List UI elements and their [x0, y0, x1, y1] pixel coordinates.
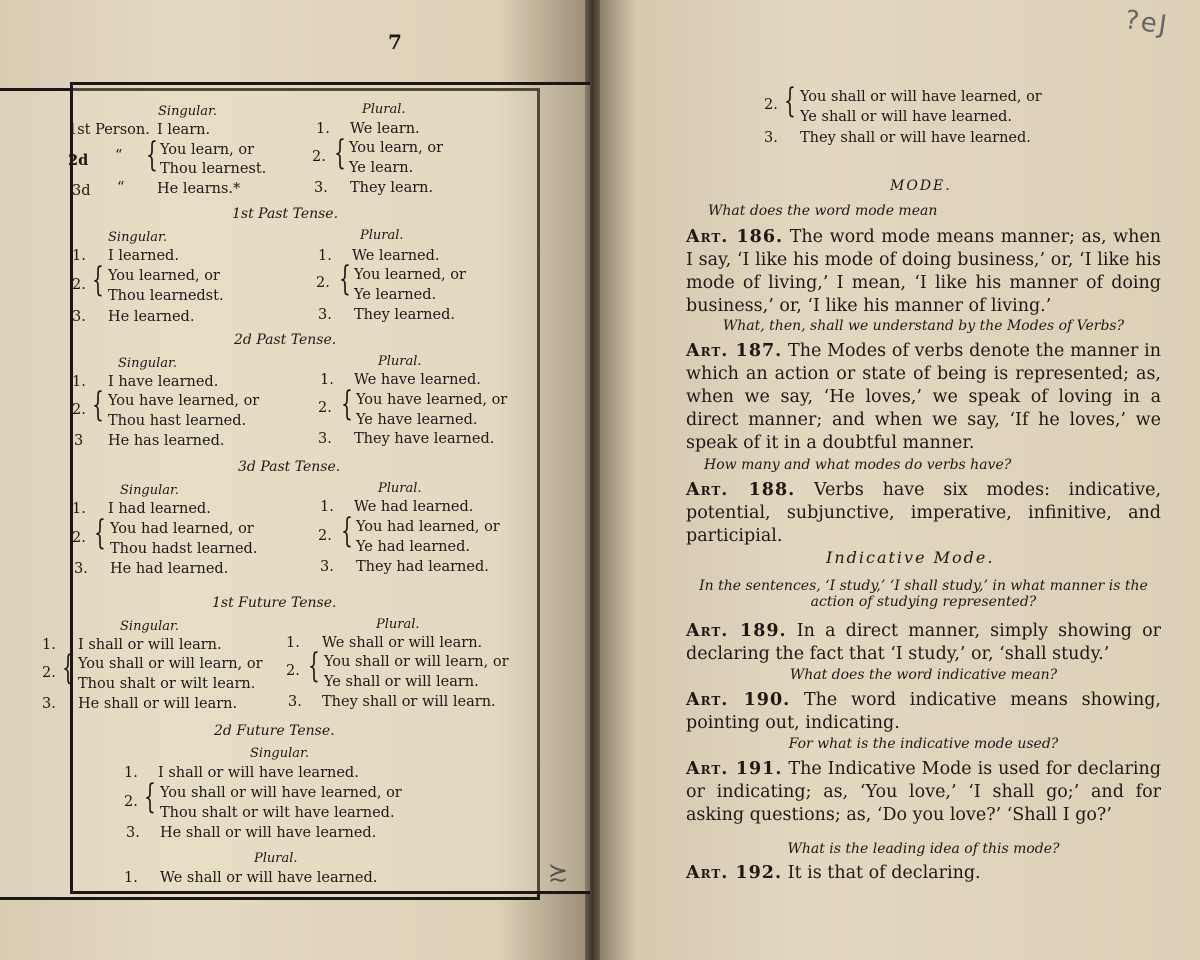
present-row2-singular-b: Thou learnest.: [160, 161, 267, 177]
article-188-text: Verbs have six modes: indicative, potential, subjunctive, imperative, infinitive, and participial.: [686, 480, 1162, 546]
future1-title: 1st Future Tense.: [212, 595, 337, 611]
brace: {: [784, 81, 796, 121]
future1-r2-singular-b: Thou shalt or wilt learn.: [78, 676, 256, 692]
past3-r3-plural-num: 3.: [320, 559, 334, 575]
past3-singular-header: Singular.: [120, 483, 179, 498]
past3-r2-plural-a: You had learned, or: [356, 519, 500, 535]
indicative-mode-title: Indicative Mode.: [826, 548, 995, 567]
past2-r2-plural-num: 2.: [318, 400, 332, 416]
question-188: How many and what modes do verbs have?: [704, 457, 1012, 473]
article-189-label: Art. 189.: [686, 621, 787, 641]
past2-r3-singular: He has learned.: [108, 433, 225, 449]
future1-r1-plural: We shall or will learn.: [322, 635, 483, 651]
brace: {: [341, 511, 353, 551]
past2-r2-singular-a: You have learned, or: [108, 393, 260, 409]
past2-r3-plural: They have learned.: [354, 431, 495, 447]
past2-plural-header: Plural.: [378, 354, 422, 369]
past1-r2-plural-num: 2.: [316, 275, 330, 291]
brace: {: [334, 133, 346, 173]
past3-r2-singular-a: You had learned, or: [110, 521, 254, 537]
article-187-text: The Modes of verbs denote the manner in which an action or state of being is represented; as, when we say, ‘He loves,’ we speak of loving in a direct manner; and when we say, ‘If he loves,’ we speak of it in a doubtful manner.: [686, 341, 1161, 453]
past2-r1-plural: We have learned.: [354, 372, 481, 388]
present-row2-plural-num: 2.: [312, 149, 326, 165]
past2-r2-plural-b: Ye have learned.: [356, 412, 478, 428]
past1-r2-singular-b: Thou learnedst.: [108, 288, 224, 304]
past2-r2-num: 2.: [72, 402, 86, 418]
past1-plural-header: Plural.: [360, 228, 404, 243]
present-singular-header: Singular.: [158, 104, 217, 119]
past2-r1-singular: I have learned.: [108, 374, 219, 390]
future1-r3-plural: They shall or will learn.: [322, 694, 496, 710]
future1-singular-header: Singular.: [120, 619, 179, 634]
past2-r1-plural-num: 1.: [320, 372, 334, 388]
present-row2-singular-a: You learn, or: [160, 142, 255, 158]
present-row3-plural: They learn.: [350, 180, 434, 196]
present-row2-plural-b: Ye learn.: [349, 160, 414, 176]
brace: {: [144, 777, 156, 817]
article-191-label: Art. 191.: [686, 759, 783, 779]
past1-r3-num: 3.: [72, 309, 86, 325]
question-192: What is the leading idea of this mode?: [787, 841, 1060, 857]
future1-r2-plural-num: 2.: [286, 663, 300, 679]
article-187: [686, 340, 1161, 455]
article-190-text: The word indicative means showing, pointing out, indicating.: [686, 690, 1161, 733]
past3-r2-plural-num: 2.: [318, 528, 332, 544]
past1-r1-num: 1.: [72, 248, 86, 264]
brace: {: [92, 260, 104, 300]
brace: {: [146, 135, 158, 175]
brace: {: [339, 259, 351, 299]
future2-r1-num: 1.: [124, 765, 138, 781]
brace: {: [94, 513, 106, 553]
future2-r2-singular-b: Thou shalt or wilt have learned.: [160, 805, 395, 821]
article-189-text: In a direct manner, simply showing or declaring the fact that ‘I study,’ or, ‘shall study.’: [686, 621, 1161, 664]
brace: {: [92, 385, 104, 425]
present-row3-person: 3d: [72, 183, 91, 199]
past1-title: 1st Past Tense.: [232, 206, 339, 222]
past1-r1-singular: I learned.: [108, 248, 179, 264]
past3-r2-num: 2.: [72, 530, 86, 546]
cont-r2-num: 2.: [764, 97, 778, 113]
brace: {: [62, 648, 74, 688]
past1-r2-num: 2.: [72, 277, 86, 293]
past1-r3-plural: They learned.: [354, 307, 455, 323]
past3-r1-num: 1.: [72, 501, 86, 517]
future1-r3-singular: He shall or will learn.: [78, 696, 238, 712]
article-191: [686, 758, 1161, 827]
future2-r1-singular: I shall or will have learned.: [158, 765, 359, 781]
past1-r2-plural-b: Ye learned.: [354, 287, 437, 303]
article-190: [686, 689, 1161, 735]
future2-r2-num: 2.: [124, 794, 138, 810]
past2-r3-num: 3: [74, 433, 84, 449]
past3-r2-singular-b: Thou hadst learned.: [110, 541, 258, 557]
past3-plural-header: Plural.: [378, 481, 422, 496]
question-190: What does the word indicative mean?: [789, 667, 1058, 683]
cont-r3-num: 3.: [764, 130, 778, 146]
future1-r2-singular-a: You shall or will learn, or: [78, 656, 263, 672]
question-186: What does the word mode mean: [708, 203, 938, 219]
past3-r3-plural: They had learned.: [356, 559, 489, 575]
present-row2-ditto: “: [115, 148, 123, 164]
present-row1-person: 1st Person.: [68, 122, 150, 138]
article-188-label: Art. 188.: [686, 480, 796, 500]
present-row2-person: 2d: [68, 152, 89, 169]
future1-r2-plural-a: You shall or will learn, or: [324, 654, 509, 670]
present-row1-plural: We learn.: [350, 121, 420, 137]
future2-plural-header: Plural.: [254, 851, 298, 866]
future1-r3-num: 3.: [42, 696, 56, 712]
future1-r1-plural-num: 1.: [286, 635, 300, 651]
past3-r1-plural: We had learned.: [354, 499, 474, 515]
future2-p1-plural: We shall or will have learned.: [160, 870, 378, 886]
article-186-text: The word mode means manner; as, when I say, ‘I like his mode of doing business,’ or, ‘I like his mode of living,’ I mean, ‘I like his manner of doing business,’ or, ‘I like his manner of living.’: [686, 227, 1161, 316]
cont-r2-line-a: You shall or will have learned, or: [800, 89, 1042, 105]
past2-r2-plural-a: You have learned, or: [356, 392, 508, 408]
present-row2-plural-a: You learn, or: [349, 140, 444, 156]
past2-singular-header: Singular.: [118, 356, 177, 371]
past1-r1-plural: We learned.: [352, 248, 440, 264]
past1-r1-plural-num: 1.: [318, 248, 332, 264]
article-186: [686, 226, 1161, 318]
future1-r1-singular: I shall or will learn.: [78, 637, 222, 653]
cont-r2-line-b: Ye shall or will have learned.: [800, 109, 1012, 125]
future1-r1-num: 1.: [42, 637, 56, 653]
past2-r3-plural-num: 3.: [318, 431, 332, 447]
past2-r2-singular-b: Thou hast learned.: [108, 413, 247, 429]
brace: {: [341, 384, 353, 424]
question-187: What, then, shall we understand by the Modes of Verbs?: [722, 318, 1125, 334]
past2-title: 2d Past Tense.: [234, 332, 337, 348]
cont-r3-line: They shall or will have learned.: [800, 130, 1031, 146]
past3-r1-singular: I had learned.: [108, 501, 211, 517]
edge-handwriting: ?eJ: [1123, 5, 1171, 41]
article-192: [686, 862, 1161, 885]
future2-title: 2d Future Tense.: [214, 723, 335, 739]
future2-singular-header: Singular.: [250, 746, 309, 761]
article-190-label: Art. 190.: [686, 690, 791, 710]
page-number: 7: [388, 30, 402, 54]
future2-r2-singular-a: You shall or will have learned, or: [160, 785, 402, 801]
question-189: In the sentences, ‘I study,’ ‘I shall study,’ in what manner is the action of studying represented?: [699, 578, 1148, 610]
past3-r1-plural-num: 1.: [320, 499, 334, 515]
future2-r3-num: 3.: [126, 825, 140, 841]
article-189: [686, 620, 1161, 666]
future2-r3-singular: He shall or will have learned.: [160, 825, 377, 841]
present-plural-header: Plural.: [362, 102, 406, 117]
present-row3-plural-num: 3.: [314, 180, 328, 196]
past3-r3-singular: He had learned.: [110, 561, 229, 577]
past1-r3-singular: He learned.: [108, 309, 195, 325]
present-row3-singular: He learns.*: [157, 181, 241, 197]
article-192-text: It is that of declaring.: [787, 863, 981, 883]
article-191-text: The Indicative Mode is used for declaring or indicating; as, ‘You love,’ ‘I shall go;’ and for asking questions; as, ‘Do you love?’ ‘Shall I go?’: [686, 759, 1161, 825]
past2-r1-num: 1.: [72, 374, 86, 390]
present-row1-plural-num: 1.: [316, 121, 330, 137]
past1-r2-singular-a: You learned, or: [108, 268, 220, 284]
past1-r2-plural-a: You learned, or: [354, 267, 466, 283]
future1-plural-header: Plural.: [376, 617, 420, 632]
pencil-mark: ≿: [548, 858, 569, 886]
article-192-label: Art. 192.: [686, 863, 783, 883]
article-186-label: Art. 186.: [686, 227, 784, 247]
present-row3-ditto: “: [117, 180, 125, 196]
future2-p1-num: 1.: [124, 870, 138, 886]
past3-r2-plural-b: Ye had learned.: [356, 539, 470, 555]
mode-title: MODE.: [890, 178, 952, 194]
brace: {: [308, 646, 320, 686]
past1-r3-plural-num: 3.: [318, 307, 332, 323]
future1-r2-plural-b: Ye shall or will learn.: [324, 674, 479, 690]
past1-singular-header: Singular.: [108, 230, 167, 245]
past3-title: 3d Past Tense.: [238, 459, 341, 475]
future1-r2-num: 2.: [42, 665, 56, 681]
article-188: [686, 479, 1161, 548]
present-row1-singular: I learn.: [157, 122, 211, 138]
question-191: For what is the indicative mode used?: [788, 736, 1059, 752]
past3-r3-num: 3.: [74, 561, 88, 577]
article-187-label: Art. 187.: [686, 341, 783, 361]
future1-r3-plural-num: 3.: [288, 694, 302, 710]
